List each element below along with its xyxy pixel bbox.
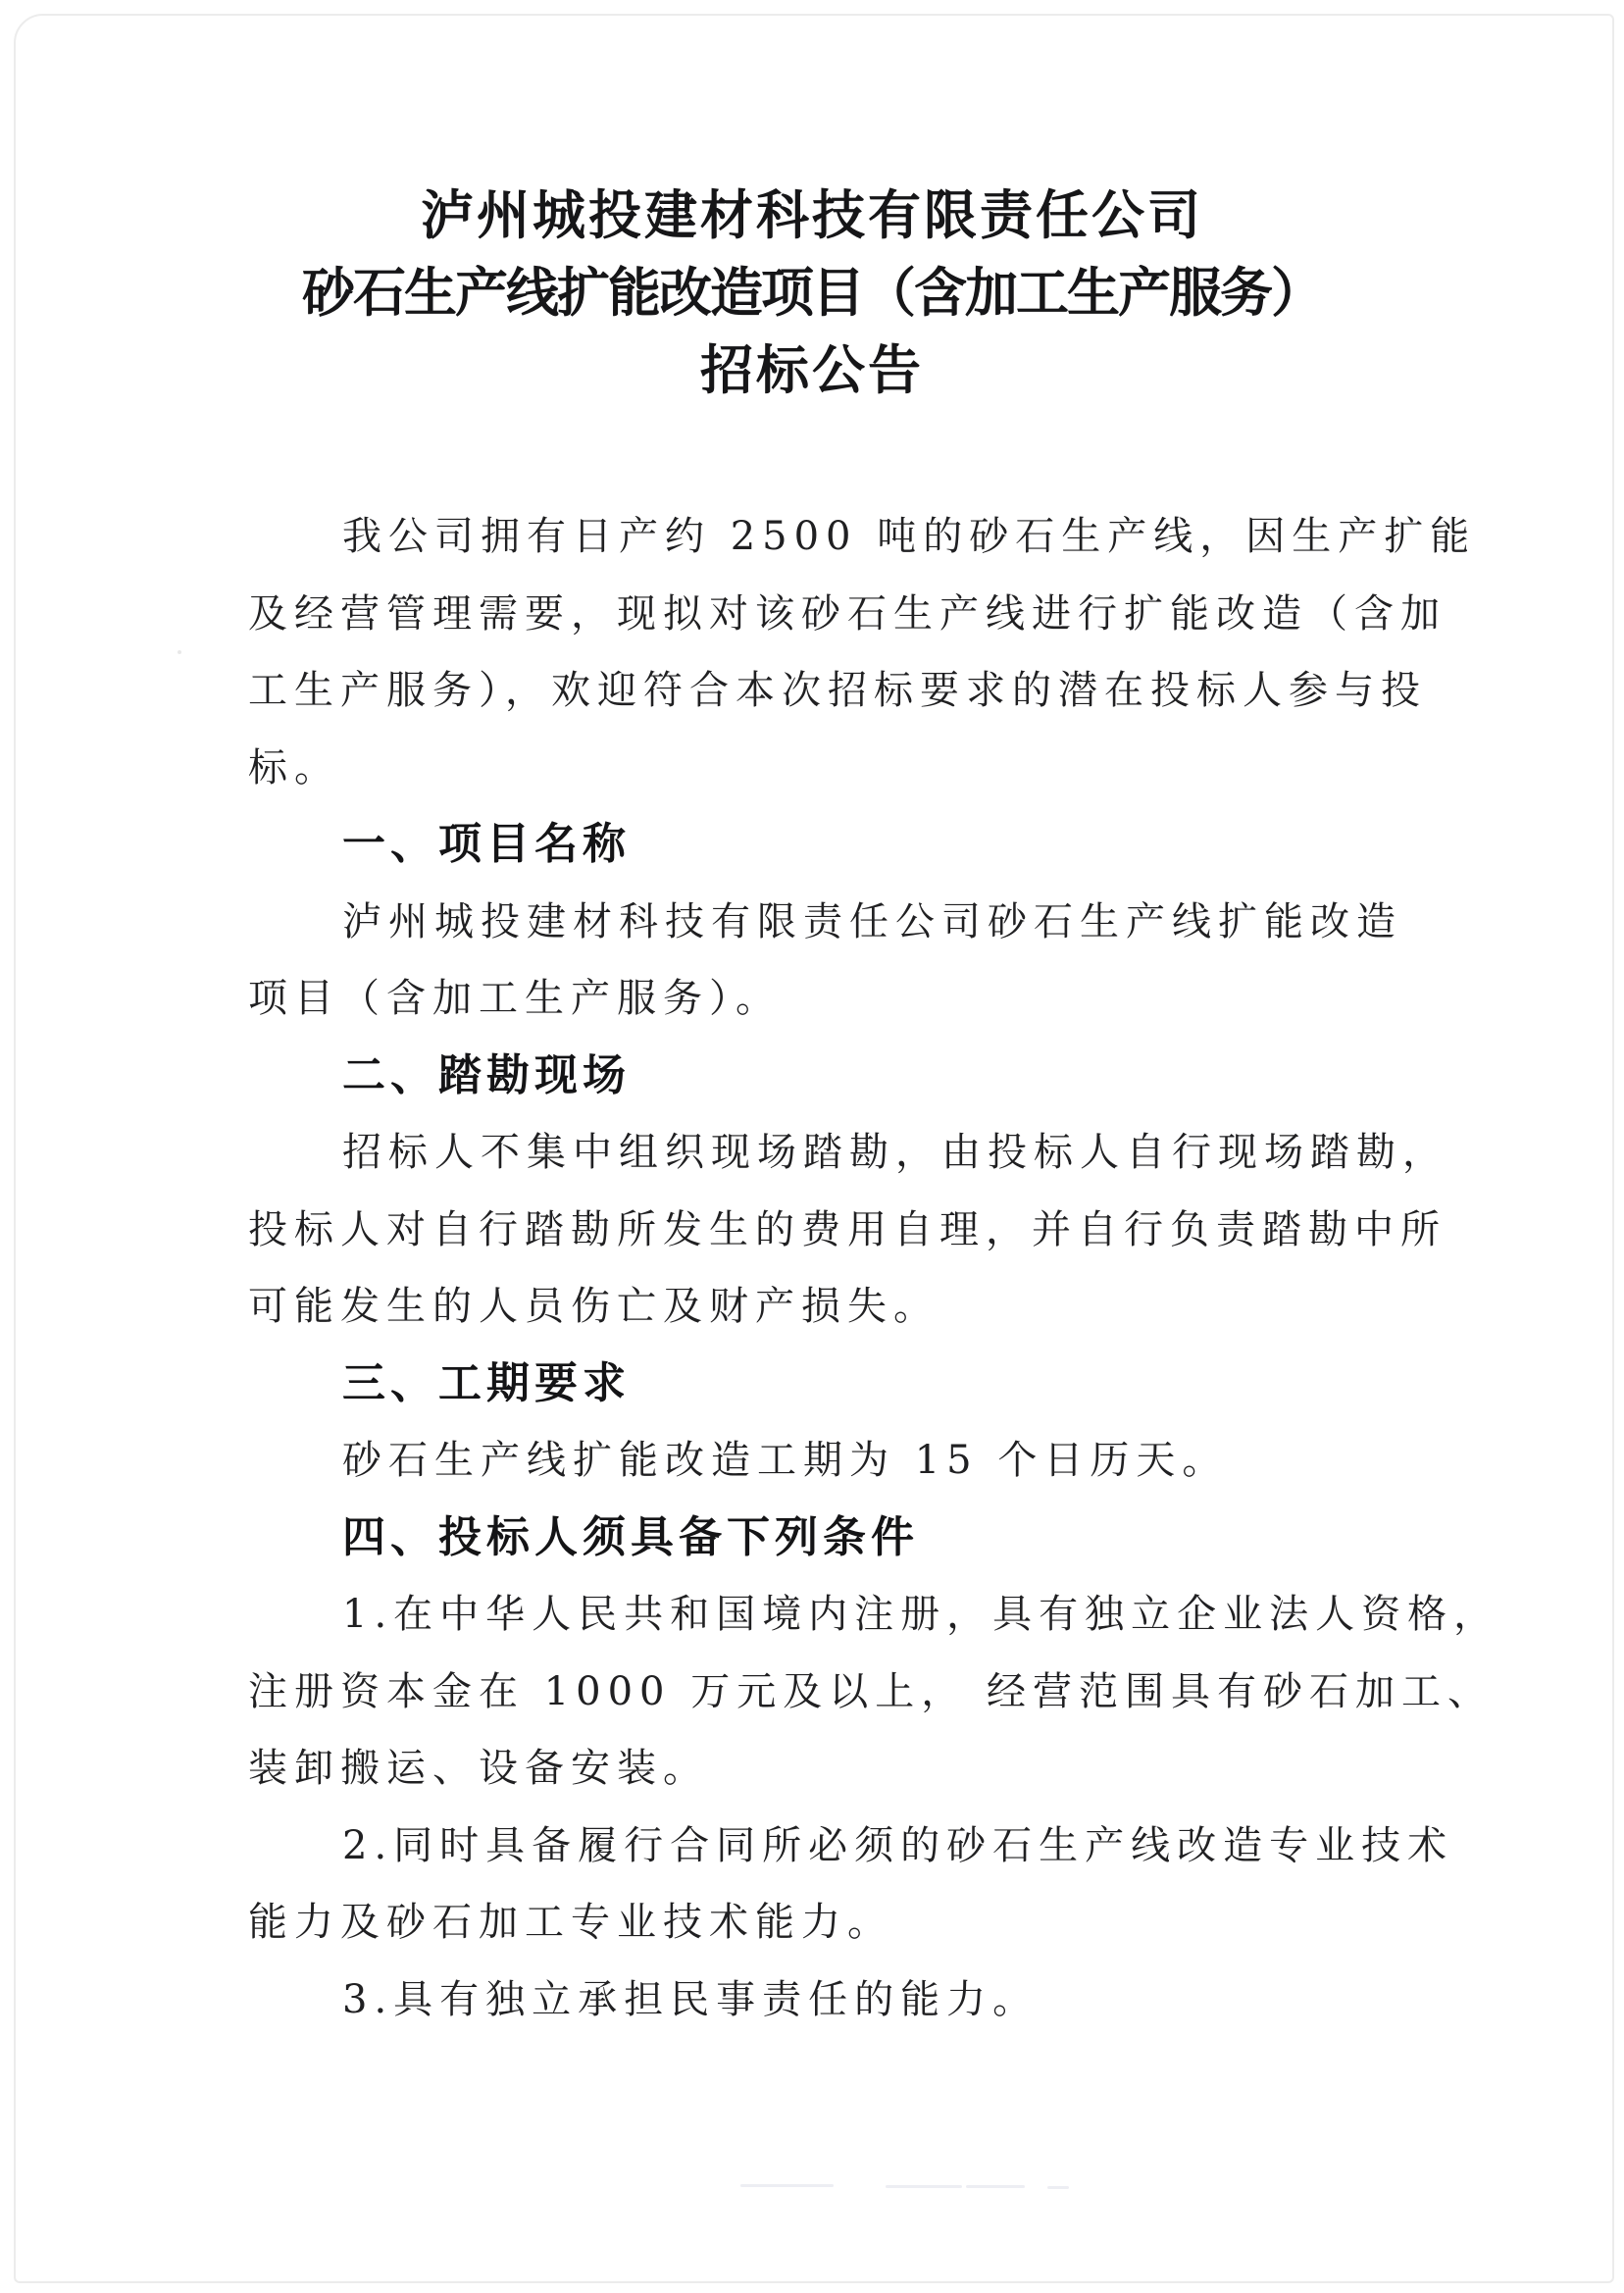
section-heading-3: 三、工期要求 — [342, 1358, 631, 1407]
intro-line-1: 我公司拥有日产约 2500 吨的砂石生产线，因生产扩能 — [342, 514, 1477, 559]
section-heading-4: 四、投标人须具备下列条件 — [342, 1512, 919, 1561]
scan-artifact-line — [966, 2185, 1025, 2188]
intro-line-3: 工生产服务），欢迎符合本次招标要求的潜在投标人参与投 — [248, 668, 1427, 713]
intro-line-4: 标。 — [248, 744, 340, 790]
requirement-2-line-1: 2.同时具备履行合同所必须的砂石生产线改造专业技术 — [342, 1822, 1454, 1868]
requirement-1-line-3: 装卸搬运、设备安装。 — [248, 1746, 709, 1791]
requirement-1-line-2: 注册资本金在 1000 万元及以上， 经营范围具有砂石加工、 — [248, 1668, 1494, 1714]
requirement-3-line-1: 3.具有独立承担民事责任的能力。 — [342, 1976, 1040, 2022]
title-line-company: 泸州城投建材科技有限责任公司 — [421, 186, 1203, 245]
document-body — [248, 498, 1500, 2038]
document-title — [0, 178, 1624, 410]
site-survey-line-1: 招标人不集中组织现场踏勘，由投标人自行现场踏勘， — [342, 1130, 1448, 1175]
requirement-2-line-2: 能力及砂石加工专业技术能力。 — [248, 1900, 893, 1945]
intro-line-2: 及经营管理需要，现拟对该砂石生产线进行扩能改造（含加 — [248, 590, 1446, 637]
title-line-announcement: 招标公告 — [700, 341, 924, 400]
requirement-1-line-1: 1.在中华人民共和国境内注册，具有独立企业法人资格， — [342, 1592, 1500, 1637]
scan-artifact-line — [1047, 2186, 1069, 2189]
site-survey-line-3: 可能发生的人员伤亡及财产损失。 — [248, 1284, 939, 1329]
section-heading-2: 二、踏勘现场 — [342, 1050, 631, 1099]
duration-line-1: 砂石生产线扩能改造工期为 15 个日历天。 — [342, 1438, 1229, 1483]
title-line-project: 砂石生产线扩能改造项目（含加工生产服务） — [302, 264, 1322, 323]
project-name-line-1: 泸州城投建材科技有限责任公司砂石生产线扩能改造 — [342, 898, 1402, 944]
scan-artifact-dot — [178, 650, 181, 654]
site-survey-line-2: 投标人对自行踏勘所发生的费用自理，并自行负责踏勘中所 — [248, 1206, 1446, 1252]
scan-artifact-line — [886, 2185, 962, 2188]
project-name-line-2: 项目（含加工生产服务）。 — [248, 976, 782, 1021]
scan-artifact-line — [740, 2184, 834, 2187]
section-heading-1: 一、项目名称 — [342, 820, 631, 868]
